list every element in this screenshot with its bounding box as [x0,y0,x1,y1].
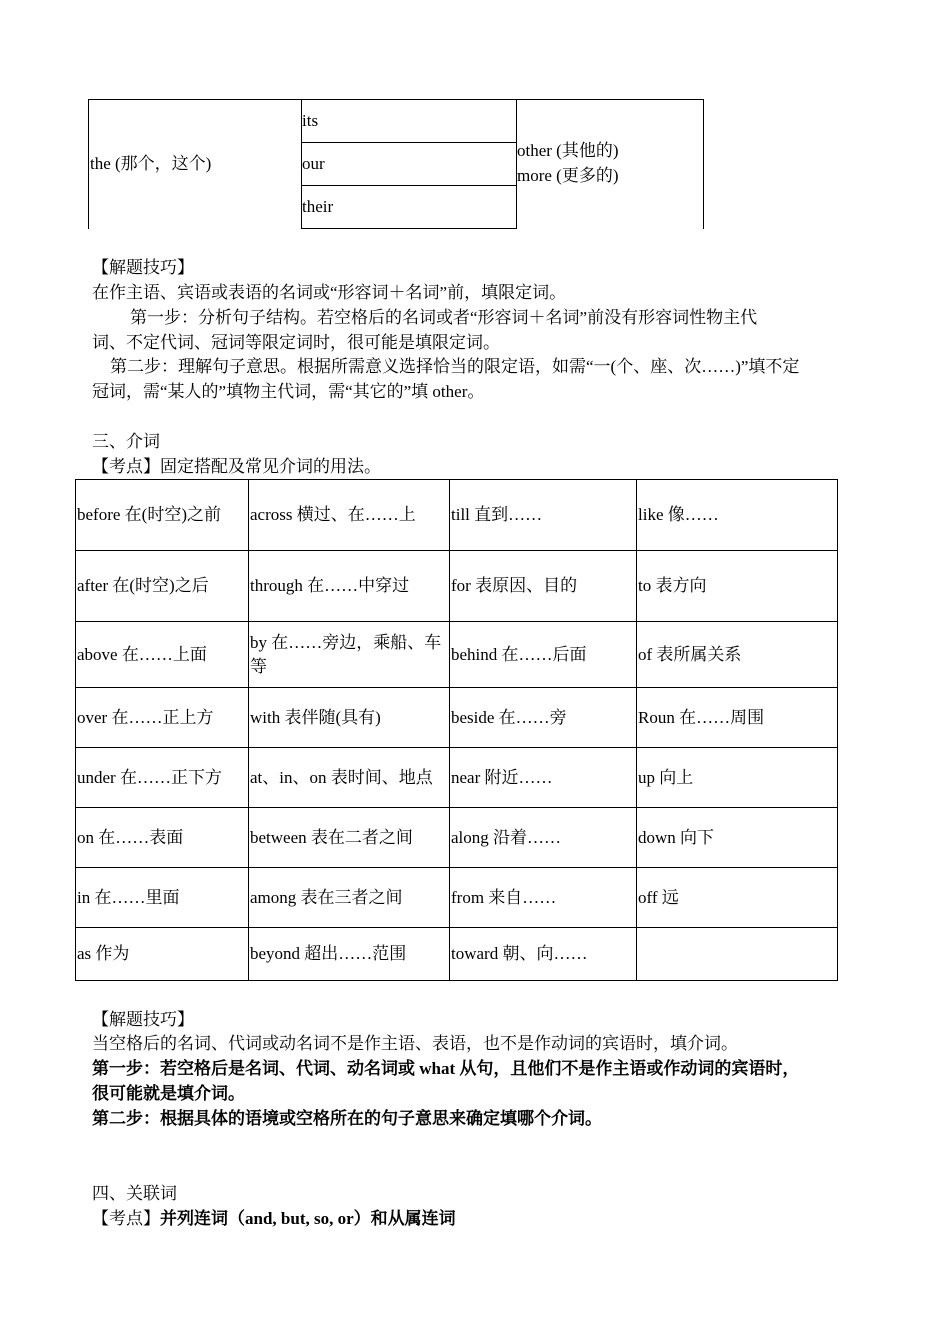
tips2-step1-b: 很可能就是填介词。 [92,1084,245,1103]
determiner-the: the (那个，这个) [90,154,212,173]
tips1-step1-b: 词、不定代词、冠词等限定词时，很可能是填限定词。 [92,333,500,352]
table-cell: up 向上 [637,748,838,808]
tips2-line1: 当空格后的名词、代词或动名词不是作主语、表语，也不是作动词的宾语时，填介词。 [92,1034,738,1053]
determiner-our: our [302,154,325,173]
section4-kaodian [92,1207,867,1231]
table-row [76,808,838,868]
table-cell: among 表在三者之间 [249,868,450,928]
table-cell: off 远 [637,868,838,928]
table-cell: over 在……正上方 [76,688,249,748]
table-cell: beside 在……旁 [450,688,637,748]
section3-title: 三、介词 [92,432,160,451]
table-cell: between 表在二者之间 [249,808,450,868]
table-border-left [88,99,89,229]
table-row [76,748,838,808]
section4-kaodian-prefix: 【考点】 [92,1209,160,1228]
table-border-row2 [301,185,517,186]
table-cell: from 来自…… [450,868,637,928]
table-row [76,480,838,551]
table-cell: under 在……正下方 [76,748,249,808]
table-border-right [703,99,704,229]
table-row [76,622,838,688]
determiner-its: its [302,111,319,130]
tips1-line1: 在作主语、宾语或表语的名词或“形容词＋名词”前，填限定词。 [92,283,567,302]
table-cell: to 表方向 [637,551,838,622]
table-cell: down 向下 [637,808,838,868]
table-cell: with 表伴随(具有) [249,688,450,748]
tips1-step2-a: 第二步：理解句子意思。根据所需意义选择恰当的限定语，如需“一(个、座、次……)”填不定 [110,357,800,376]
table-cell: along 沿着…… [450,808,637,868]
table-cell: Roun 在……周围 [637,688,838,748]
section4-title: 四、关联词 [92,1184,177,1203]
table-cell: through 在……中穿过 [249,551,450,622]
table-row [76,868,838,928]
determiner-table [88,99,704,229]
table-row [76,928,838,981]
table-cell: above 在……上面 [76,622,249,688]
tips1-step1-a: 第一步：分析句子结构。若空格后的名词或者“形容词＋名词”前没有形容词性物主代 [130,308,758,327]
table-border-top [88,99,704,100]
tips2-heading: 【解题技巧】 [92,1010,194,1029]
table-cell: before 在(时空)之前 [76,480,249,551]
table-cell: like 像…… [637,480,838,551]
table-cell: till 直到…… [450,480,637,551]
table-cell: as 作为 [76,928,249,981]
determiner-their: their [302,197,334,216]
table-cell [637,928,838,981]
table-cell: across 横过、在……上 [249,480,450,551]
tips1-step2-b: 冠词，需“某人的”填物主代词，需“其它的”填 other。 [92,382,485,401]
table-cell: behind 在……后面 [450,622,637,688]
table-cell: of 表所属关系 [637,622,838,688]
preposition-table [75,479,838,981]
table-cell: in 在……里面 [76,868,249,928]
table-cell: near 附近…… [450,748,637,808]
determiner-more: more (更多的) [517,166,619,185]
tips1-heading: 【解题技巧】 [92,258,194,277]
table-cell: toward 朝、向…… [450,928,637,981]
table-cell: by 在……旁边，乘船、车等 [249,622,450,688]
determiner-other: other (其他的) [517,141,619,160]
section3-kaodian: 【考点】固定搭配及常见介词的用法。 [92,457,381,476]
table-border-row1 [301,142,517,143]
table-border-row3 [301,228,517,229]
table-cell: on 在……表面 [76,808,249,868]
table-row [76,688,838,748]
table-cell: for 表原因、目的 [450,551,637,622]
table-cell: beyond 超出……范围 [249,928,450,981]
section4-kaodian-text: 并列连词（and, but, so, or）和从属连词 [160,1209,456,1228]
table-cell: at、in、on 表时间、地点 [249,748,450,808]
tips2-step1-a: 第一步：若空格后是名词、代词、动名词或 what 从句，且他们不是作主语或作动词的宾语时， [92,1059,800,1078]
table-cell: after 在(时空)之后 [76,551,249,622]
table-row [76,551,838,622]
tips2-step2: 第二步：根据具体的语境或空格所在的句子意思来确定填哪个介词。 [92,1109,602,1128]
